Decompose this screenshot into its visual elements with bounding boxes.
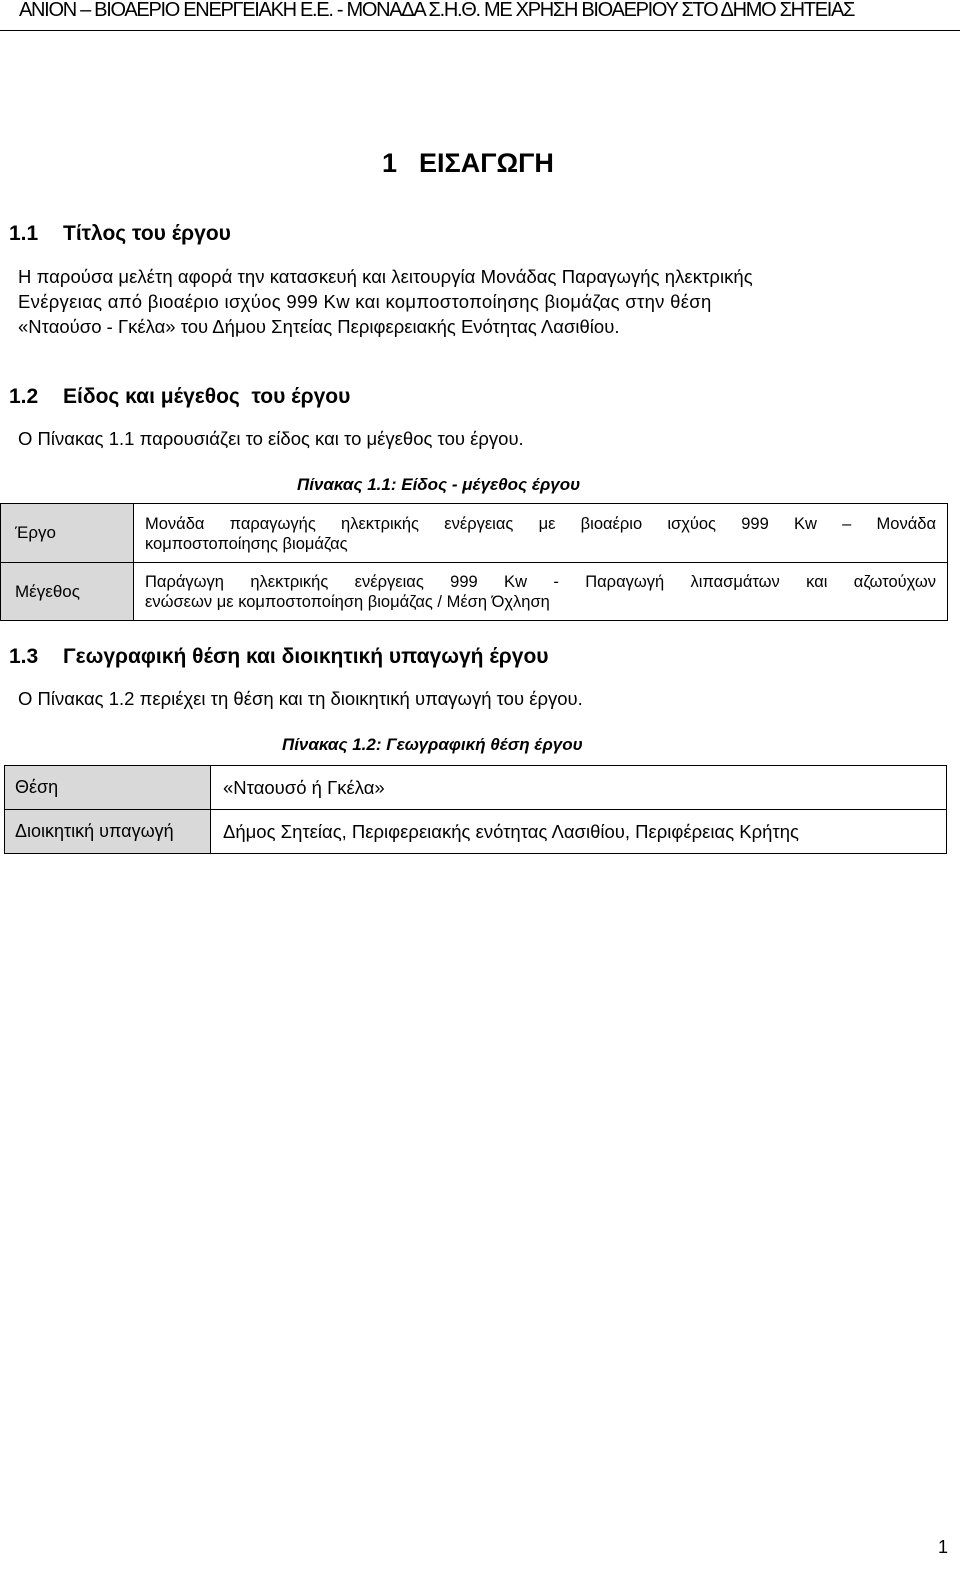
table-row-value: Δήμος Σητείας, Περιφερειακής ενότητας Λασιθίου, Περιφέρειας Κρήτης — [211, 810, 947, 854]
table-1-2 — [4, 765, 947, 854]
chapter-heading — [382, 148, 554, 179]
table-row-value — [134, 504, 948, 563]
table-1-2-caption: Πίνακας 1.2: Γεωγραφική θέση έργου — [282, 735, 583, 754]
section-1-1-title: Τίτλος του έργου — [63, 222, 231, 245]
section-1-2-intro: Ο Πίνακας 1.1 παρουσιάζει το είδος και το μέγεθος του έργου. — [18, 428, 524, 449]
section-1-2-title: Είδος και μέγεθος του έργου — [63, 385, 351, 408]
section-1-3-intro: Ο Πίνακας 1.2 περιέχει τη θέση και τη διοικητική υπαγωγή του έργου. — [18, 688, 583, 709]
table-row — [5, 810, 947, 854]
table-row-value: «Νταουσό ή Γκέλα» — [211, 766, 947, 810]
chapter-number: 1 — [382, 148, 398, 178]
table-cell-line: ενώσεων με κομποστοποίηση βιομάζας / Μέση Όχληση — [145, 593, 550, 611]
page-number: 1 — [937, 1537, 948, 1557]
table-row — [5, 766, 947, 810]
table-row-label: Θέση — [5, 766, 211, 810]
table-row — [1, 504, 948, 563]
paragraph-line: «Νταούσο - Γκέλα» του Δήμου Σητείας Περιφερειακής Ενότητας Λασιθίου. — [18, 316, 620, 337]
section-1-1-heading — [9, 222, 231, 246]
section-1-1-paragraph — [18, 264, 753, 339]
table-row-label: Μέγεθος — [1, 563, 134, 621]
section-1-3-heading — [9, 645, 549, 669]
paragraph-line: Ενέργειας από βιοαέριο ισχύος 999 Kw και κομποστοποίησης βιομάζας στην θέση — [18, 291, 712, 312]
table-row — [1, 563, 948, 621]
table-cell-line: κομποστοποίησης βιομάζας — [145, 534, 348, 553]
section-1-3-title: Γεωγραφική θέση και διοικητική υπαγωγή έργου — [63, 645, 549, 668]
running-header — [0, 0, 960, 31]
chapter-title: ΕΙΣΑΓΩΓΗ — [419, 148, 554, 178]
section-1-2-heading — [9, 385, 350, 409]
table-cell-line: Μονάδα παραγωγής ηλεκτρικής ενέργειας με βιοαέριο ισχύος 999 Kw – Μονάδα — [145, 514, 936, 533]
running-header-title: ΑΝΙΟΝ – ΒΙΟΑΕΡΙΟ ΕΝΕΡΓΕΙΑΚΗ Ε.Ε. - ΜΟΝΑΔΑ Σ.Η.Θ. ΜΕ ΧΡΗΣΗ ΒΙΟΑΕΡΙΟΥ ΣΤΟ ΔΗΜΟ ΣΗΤΕΙΑΣ — [19, 0, 855, 21]
table-1-1-caption: Πίνακας 1.1: Είδος - μέγεθος έργου — [297, 475, 581, 494]
table-row-label: Διοικητική υπαγωγή — [5, 810, 211, 854]
section-1-2-number: 1.2 — [9, 385, 39, 408]
table-row-value — [134, 563, 948, 621]
paragraph-line: Η παρούσα μελέτη αφορά την κατασκευή και λειτουργία Μονάδας Παραγωγής ηλεκτρικής — [18, 266, 753, 287]
table-cell-line: Παράγωγη ηλεκτρικής ενέργειας 999 Kw - Παραγωγή λιπασμάτων και αζωτούχων — [145, 573, 936, 591]
table-row-label: Έργο — [1, 504, 134, 563]
section-1-3-number: 1.3 — [9, 645, 39, 668]
table-1-1 — [0, 503, 948, 621]
section-1-1-number: 1.1 — [9, 222, 39, 245]
